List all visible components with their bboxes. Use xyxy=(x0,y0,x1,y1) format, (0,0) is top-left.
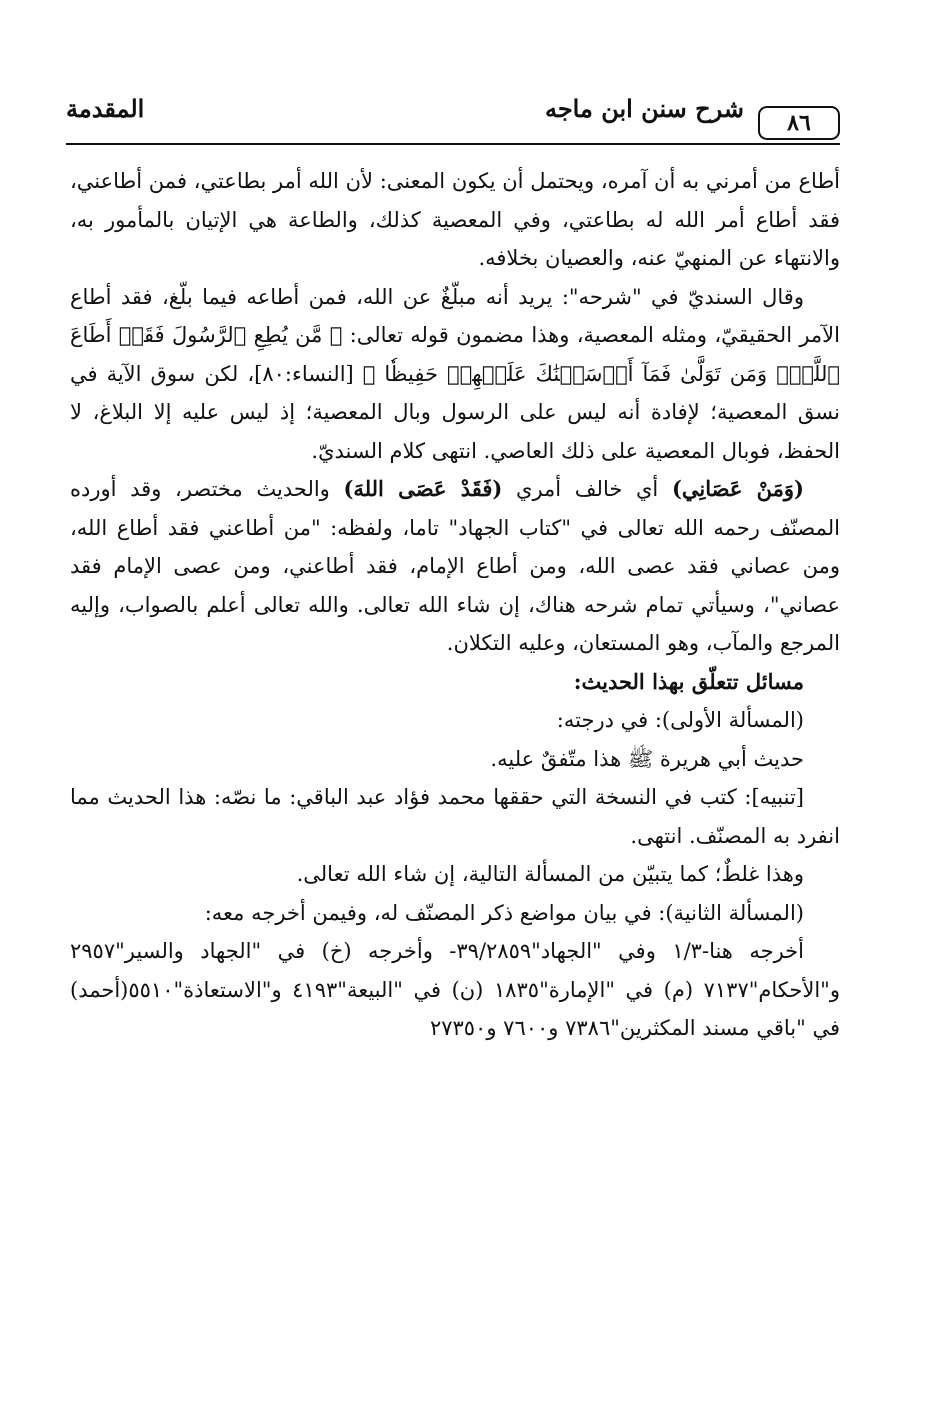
paragraph-3-rest: والحديث مختصر، وقد أورده المصنّف رحمه الله تعالى في "كتاب الجهاد" تاما، ولفظه: "من أطاعني فقد أطاع الله، ومن عصاني فقد عصى الله، ومن أطاع الإمام، فقد أطاعني، ومن عصى الإمام فقد عصاني"، وسيأتي تمام شرحه هناك، إن شاء الله تعالى. والله تعالى أعلم بالصواب، وإليه المرجع والمآب، وهو المستعان، وعليه التكلان. xyxy=(70,477,840,655)
issue-2-text: أخرجه هنا-١/٣ وفي "الجهاد"٣٩/٢٨٥٩- وأخرجه (خ) في "الجهاد والسير"٢٩٥٧ و"الأحكام"٧١٣٧ (م) في "الإمارة"١٨٣٥ (ن) في "البيعة"٤١٩٣ و"الاستعاذة"٥٥١٠(أحمد) في "باقي مسند المكثرين"٧٣٨٦ و٧٦٠٠ و٢٧٣٥٠ xyxy=(70,939,840,1040)
hadith-term-1: (وَمَنْ عَصَانِي) xyxy=(671,476,804,501)
page-header xyxy=(66,92,840,136)
hadith-term-2: (فَقَدْ عَصَى اللهَ) xyxy=(343,476,503,501)
page-body xyxy=(70,162,840,1048)
note-paragraph: [تنبيه]: كتب في النسخة التي حققها محمد فؤاد عبد الباقي: ما نصّه: هذا الحديث مما انفرد به المصنّف. انتهى. xyxy=(70,785,840,848)
issue-2-title: (المسألة الثانية): في بيان مواضع ذكر المصنّف له، وفيمن أخرجه معه: xyxy=(204,900,804,925)
book-title: شرح سنن ابن ماجه xyxy=(544,94,744,123)
paragraph-3 xyxy=(70,470,840,663)
section-title: المقدمة xyxy=(66,94,145,123)
issues-heading: مسائل تتعلّق بهذا الحديث: xyxy=(573,668,804,694)
paragraph-2 xyxy=(70,278,840,471)
paragraph-3-mid: أي خالف أمري xyxy=(502,477,672,501)
quran-verse: ﴿ مَّن يُطِعِ ٱلرَّسُولَ فَقَدۡ أَطَاعَ ٱللَّهَۖ وَمَن تَوَلَّىٰ فَمَآ أَرۡسَلۡنَٰكَ عَلَيۡهِمۡ حَفِيظٗا ﴾ xyxy=(70,323,840,386)
header-divider xyxy=(66,143,840,145)
issue-1-title: (المسألة الأولى): في درجته: xyxy=(556,708,804,732)
note-correction: وهذا غلطٌ؛ كما يتبيّن من المسألة التالية، إن شاء الله تعالى. xyxy=(296,862,804,886)
paragraph-2-intro: وقال السنديّ في "شرحه": يريد أنه مبلّغٌ عن الله، فمن أطاعه فيما بلّغ، فقد أطاع الآمر الحقيقيّ، ومثله المعصية، وهذا مضمون قوله تعالى: xyxy=(70,284,840,347)
paragraph-2-rest: [النساء:٨٠]، لكن سوق الآية في نسق المعصية؛ لإفادة أنه ليس على الرسول وبال المعصية؛ إذ ليس عليه إلا البلاغ، لا الحفظ، فوبال المعصية على ذلك العاصي. انتهى كلام السنديّ. xyxy=(70,361,840,463)
issue-1-text: حديث أبي هريرة ﷺ هذا متّفقٌ عليه. xyxy=(490,746,804,771)
paragraph-1: أطاع من أمرني به أن آمره، ويحتمل أن يكون المعنى: لأن الله أمر بطاعتي، فمن أطاعني، فقد أطاع أمر الله له بطاعتي، وفي المعصية كذلك، والطاعة هي الإتيان بالمأمور به، والانتهاء عن المنهيّ عنه، والعصيان بخلافه. xyxy=(70,169,840,270)
page-number: ٨٦ xyxy=(758,106,840,140)
